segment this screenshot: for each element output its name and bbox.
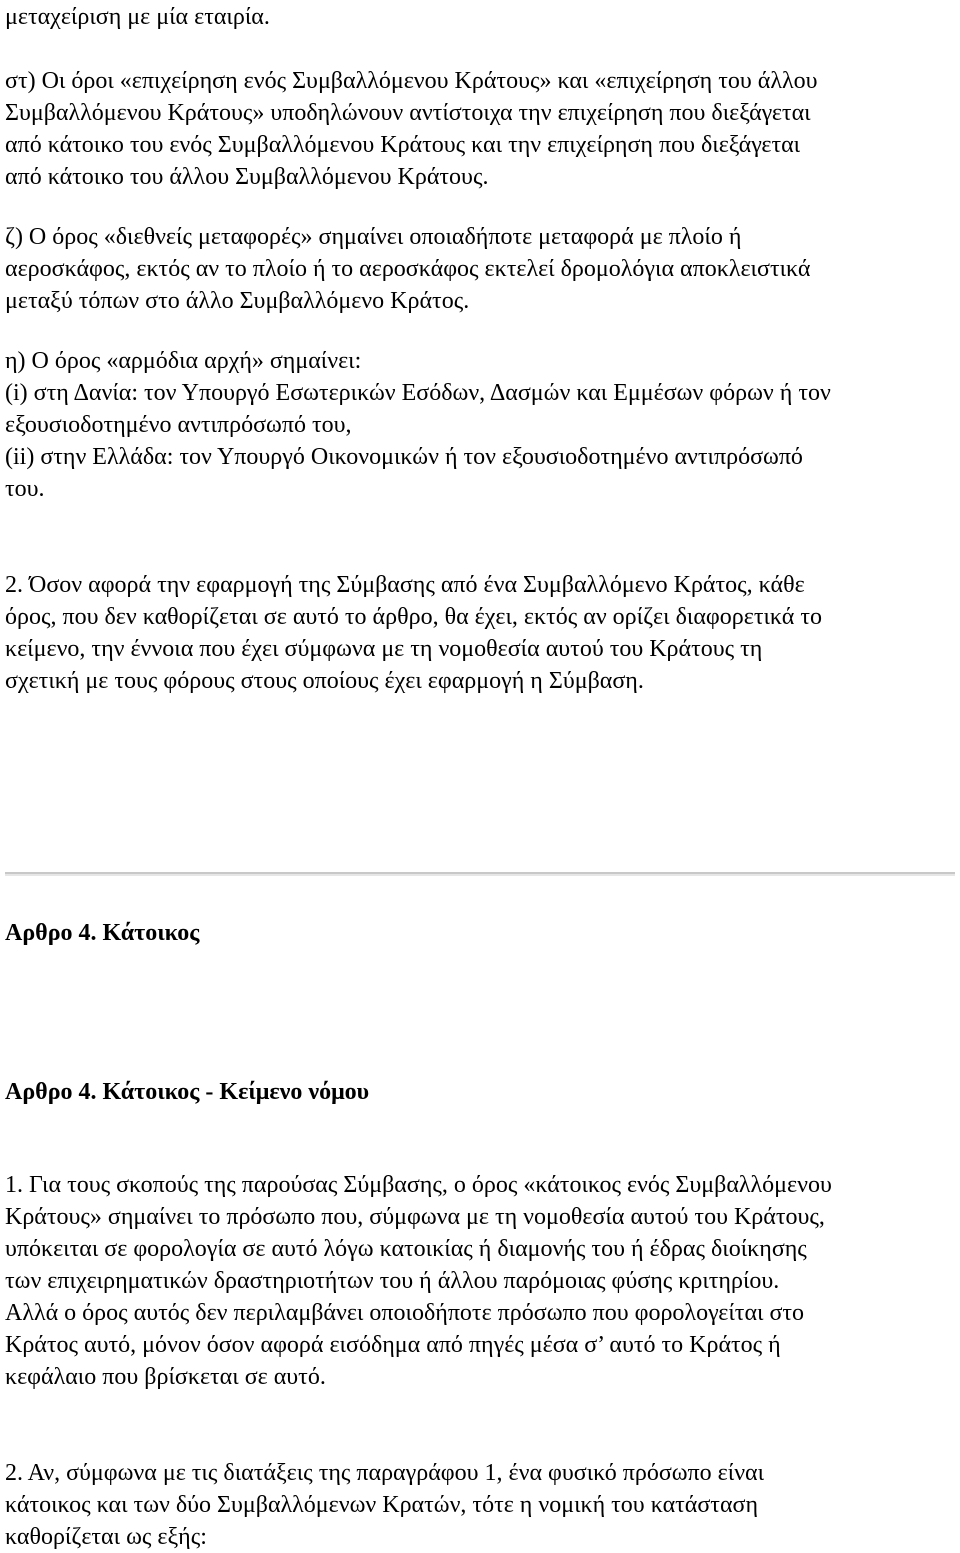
text-line: Κράτος αυτό, μόνον όσον αφορά εισόδημα από πηγές μέσα σ’ αυτό το Κράτος ή (5, 1332, 781, 1358)
text-line: σχετική με τους φόρους στους οποίους έχει εφαρμογή η Σύμβαση. (5, 668, 644, 694)
text-line: η) Ο όρος «αρμόδια αρχή» σημαίνει: (5, 348, 362, 374)
text-line: υπόκειται σε φορολογία σε αυτό λόγω κατοικίας ή διαμονής του ή έδρας διοίκησης (5, 1236, 807, 1262)
law-text-heading (5, 1076, 953, 1108)
text-line: του. (5, 476, 45, 502)
text-line: (ii) στην Ελλάδα: τον Υπουργό Οικονομικών ή τον εξουσιοδοτημένο αντιπρόσωπό (5, 444, 803, 470)
text-line: στ) Οι όροι «επιχείρηση ενός Συμβαλλόμενου Κράτους» και «επιχείρηση του άλλου (5, 68, 818, 94)
text-line: μεταχείριση με μία εταιρία. (5, 4, 270, 30)
text-line: κάτοικος και των δύο Συμβαλλόμενων Κρατών, τότε η νομική του κατάσταση (5, 1492, 759, 1518)
text-line: αεροσκάφος, εκτός αν το πλοίο ή το αεροσκάφος εκτελεί δρομολόγια αποκλειστικά (5, 256, 811, 282)
text-line: καθορίζεται ως εξής: (5, 1524, 207, 1550)
paragraph-definition-z (5, 221, 953, 317)
text-line: των επιχειρηματικών δραστηριοτήτων του ή άλλου παρόμοιας φύσης κριτηρίου. (5, 1268, 780, 1294)
text-line: (i) στη Δανία: τον Υπουργό Εσωτερικών Εσόδων, Δασμών και Εμμέσων φόρων ή τον (5, 380, 831, 406)
article-title: Αρθρο 4. Κάτοικος (5, 920, 200, 946)
text-line: Συμβαλλόμενου Κράτους» υποδηλώνουν αντίστοιχα την επιχείρηση που διεξάγεται (5, 100, 811, 126)
article-heading (5, 917, 953, 949)
text-line: ζ) Ο όρος «διεθνείς μεταφορές» σημαίνει οποιαδήποτε μεταφορά με πλοίο ή (5, 224, 742, 250)
text-line: Αλλά ο όρος αυτός δεν περιλαμβάνει οποιοδήποτε πρόσωπο που φορολογείται στο (5, 1300, 805, 1326)
paragraph-fragment (5, 1, 953, 33)
paragraph-2-resident (5, 1457, 953, 1553)
paragraph-2-interpretation (5, 569, 953, 697)
paragraph-definition-st (5, 65, 953, 193)
paragraph-definition-i (5, 345, 953, 505)
text-line: 2. Όσον αφορά την εφαρμογή της Σύμβασης από ένα Συμβαλλόμενο Κράτος, κάθε (5, 572, 805, 598)
paragraph-1-resident (5, 1169, 953, 1393)
text-line: 1. Για τους σκοπούς της παρούσας Σύμβασης, ο όρος «κάτοικος ενός Συμβαλλόμενου (5, 1172, 832, 1198)
text-line: από κάτοικο του ενός Συμβαλλόμενου Κράτους και την επιχείρηση που διεξάγεται (5, 132, 801, 158)
text-line: κεφάλαιο που βρίσκεται σε αυτό. (5, 1364, 326, 1390)
text-line: Κράτους» σημαίνει το πρόσωπο που, σύμφωνα με τη νομοθεσία αυτού του Κράτους, (5, 1204, 825, 1230)
text-line: όρος, που δεν καθορίζεται σε αυτό το άρθρο, θα έχει, εκτός αν ορίζει διαφορετικά το (5, 604, 823, 630)
text-line: από κάτοικο του άλλου Συμβαλλόμενου Κράτους. (5, 164, 489, 190)
text-line: κείμενο, την έννοια που έχει σύμφωνα με τη νομοθεσία αυτού του Κράτους τη (5, 636, 763, 662)
text-line: μεταξύ τόπων στο άλλο Συμβαλλόμενο Κράτος. (5, 288, 470, 314)
text-line: εξουσιοδοτημένο αντιπρόσωπό του, (5, 412, 352, 438)
horizontal-divider (5, 872, 955, 876)
law-text-title: Αρθρο 4. Κάτοικος - Κείμενο νόμου (5, 1079, 370, 1105)
text-line: 2. Αν, σύμφωνα με τις διατάξεις της παραγράφου 1, ένα φυσικό πρόσωπο είναι (5, 1460, 765, 1486)
